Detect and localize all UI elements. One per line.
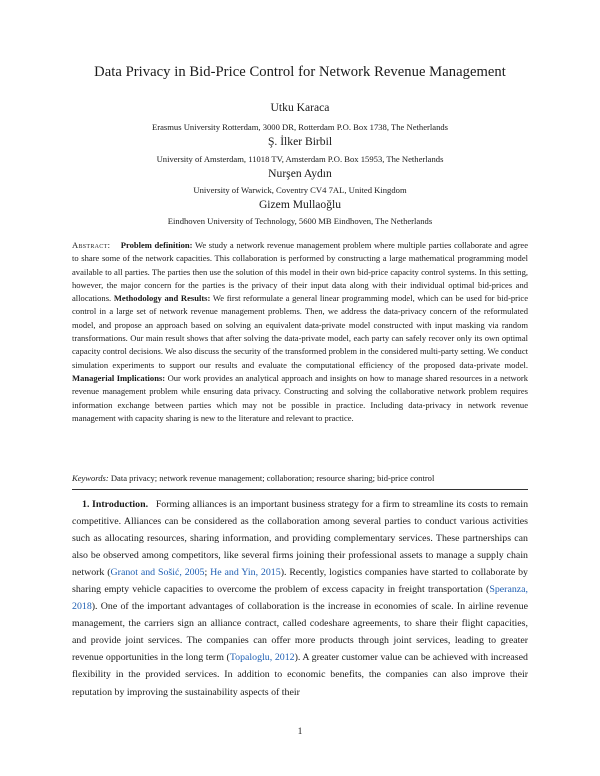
abstract-heading-implications: Managerial Implications:	[72, 372, 166, 383]
page-number: 1	[297, 726, 303, 737]
keywords	[72, 473, 528, 483]
author-name: Nurşen Aydın	[268, 167, 332, 180]
author-name: Ş. İlker Birbil	[267, 135, 333, 148]
citation-separator: ;	[204, 567, 211, 579]
citation-link[interactable]: Granot and Sošić, 2005	[110, 567, 205, 579]
author-affiliation: Erasmus University Rotterdam, 3000 DR, Rotterdam P.O. Box 1738, The Netherlands	[151, 122, 449, 132]
abstract	[72, 239, 528, 425]
abstract-text-implications: Our work provides an analytical approach and insights on how to manage shared resources in a network revenue management problem while ensuring data privacy. Constructing and solving the collaborative network problem requires information exchange between parties which may not be possible in practice. Including data-privacy in network revenue management with capacity sharing is new to the literature and relevant to practice.	[72, 372, 529, 423]
keywords-text: Data privacy; network revenue management; collaboration; resource sharing; bid-price control	[110, 473, 435, 483]
introduction-section	[72, 496, 528, 701]
author-name: Utku Karaca	[270, 101, 330, 114]
author-name: Gizem Mullaoğlu	[258, 198, 342, 211]
introduction-text: ). Recently, logistics companies have started to collaborate by sharing empty vehicle capacities to overcome the problem of excess capacity in freight transportation (	[72, 567, 528, 596]
citation-link[interactable]: Speranza, 2018	[72, 584, 528, 613]
abstract-heading-methods: Methodology and Results:	[113, 293, 211, 304]
keywords-label: Keywords:	[72, 473, 109, 483]
paper-title: Data Privacy in Bid-Price Control for Network Revenue Management	[94, 64, 506, 80]
introduction-text: ). One of the important advantages of collaboration is the increase in economies of scale. In airline revenue management, the carriers sign an alliance contract, called codeshare agreements, to share their flight capacities, and provide joint services. The companies can offer more products through joint services, leading to greater revenue opportunities in the long term (	[72, 601, 528, 664]
introduction-text: Forming alliances is an important business strategy for a firm to streamline its costs to remain competitive. Alliances can be considered as the collaboration among several parties to conduct various activities such as allocating resources, sharing information, and providing complementary services. These partnerships can also be observed among competitors, like several firms joining their professional assets to manage a supply chain network (	[72, 499, 529, 579]
section-divider	[72, 489, 528, 490]
abstract-heading-problem: Problem definition:	[120, 240, 193, 250]
introduction-heading: 1. Introduction.	[82, 499, 149, 510]
abstract-text-methods: We first reformulate a general linear programming model, which can be used for bid-price control in a large set of network revenue management problems. Then, we address the data-privacy concern of the reformulated model, and propose an approach based on solving an equivalent data-private model constructed with input masking via random transformations. Our main result shows that after solving the data-private model, each party can safely recover only its own optimal capacity control decisions. We also discuss the security of the transformed problem in the considered multi-party setting. We conduct simulation experiments to support our results and evaluate the computational efficiency of the proposed data-private model.	[72, 293, 528, 370]
introduction-text: ). A greater customer value can be achieved with increased flexibility in the provided services. In addition to economic benefits, the companies can also improve their reputation by improving the sustainability aspects of their	[72, 652, 528, 698]
citation-link[interactable]: Topaloglu, 2012	[229, 652, 295, 664]
author-affiliation: University of Warwick, Coventry CV4 7AL, United Kingdom	[193, 185, 407, 195]
abstract-label: Abstract:	[72, 240, 111, 250]
abstract-text-problem: We study a network revenue management problem where multiple parties collaborate and agree to share some of the network capacities. This collaboration is performed by constructing a large mathematical programming model available to all parties. The parties then use the solution of this model in their own bid-price capacity control systems. In this setting, however, the major concern for the parties is the privacy of their input data along with their individual optimal bid-prices and allocations.	[72, 240, 528, 304]
author-affiliation: University of Amsterdam, 11018 TV, Amsterdam P.O. Box 15953, The Netherlands	[156, 154, 444, 164]
author-affiliation: Eindhoven University of Technology, 5600 MB Eindhoven, The Netherlands	[167, 216, 433, 226]
citation-link[interactable]: He and Yin, 2015	[210, 567, 281, 579]
